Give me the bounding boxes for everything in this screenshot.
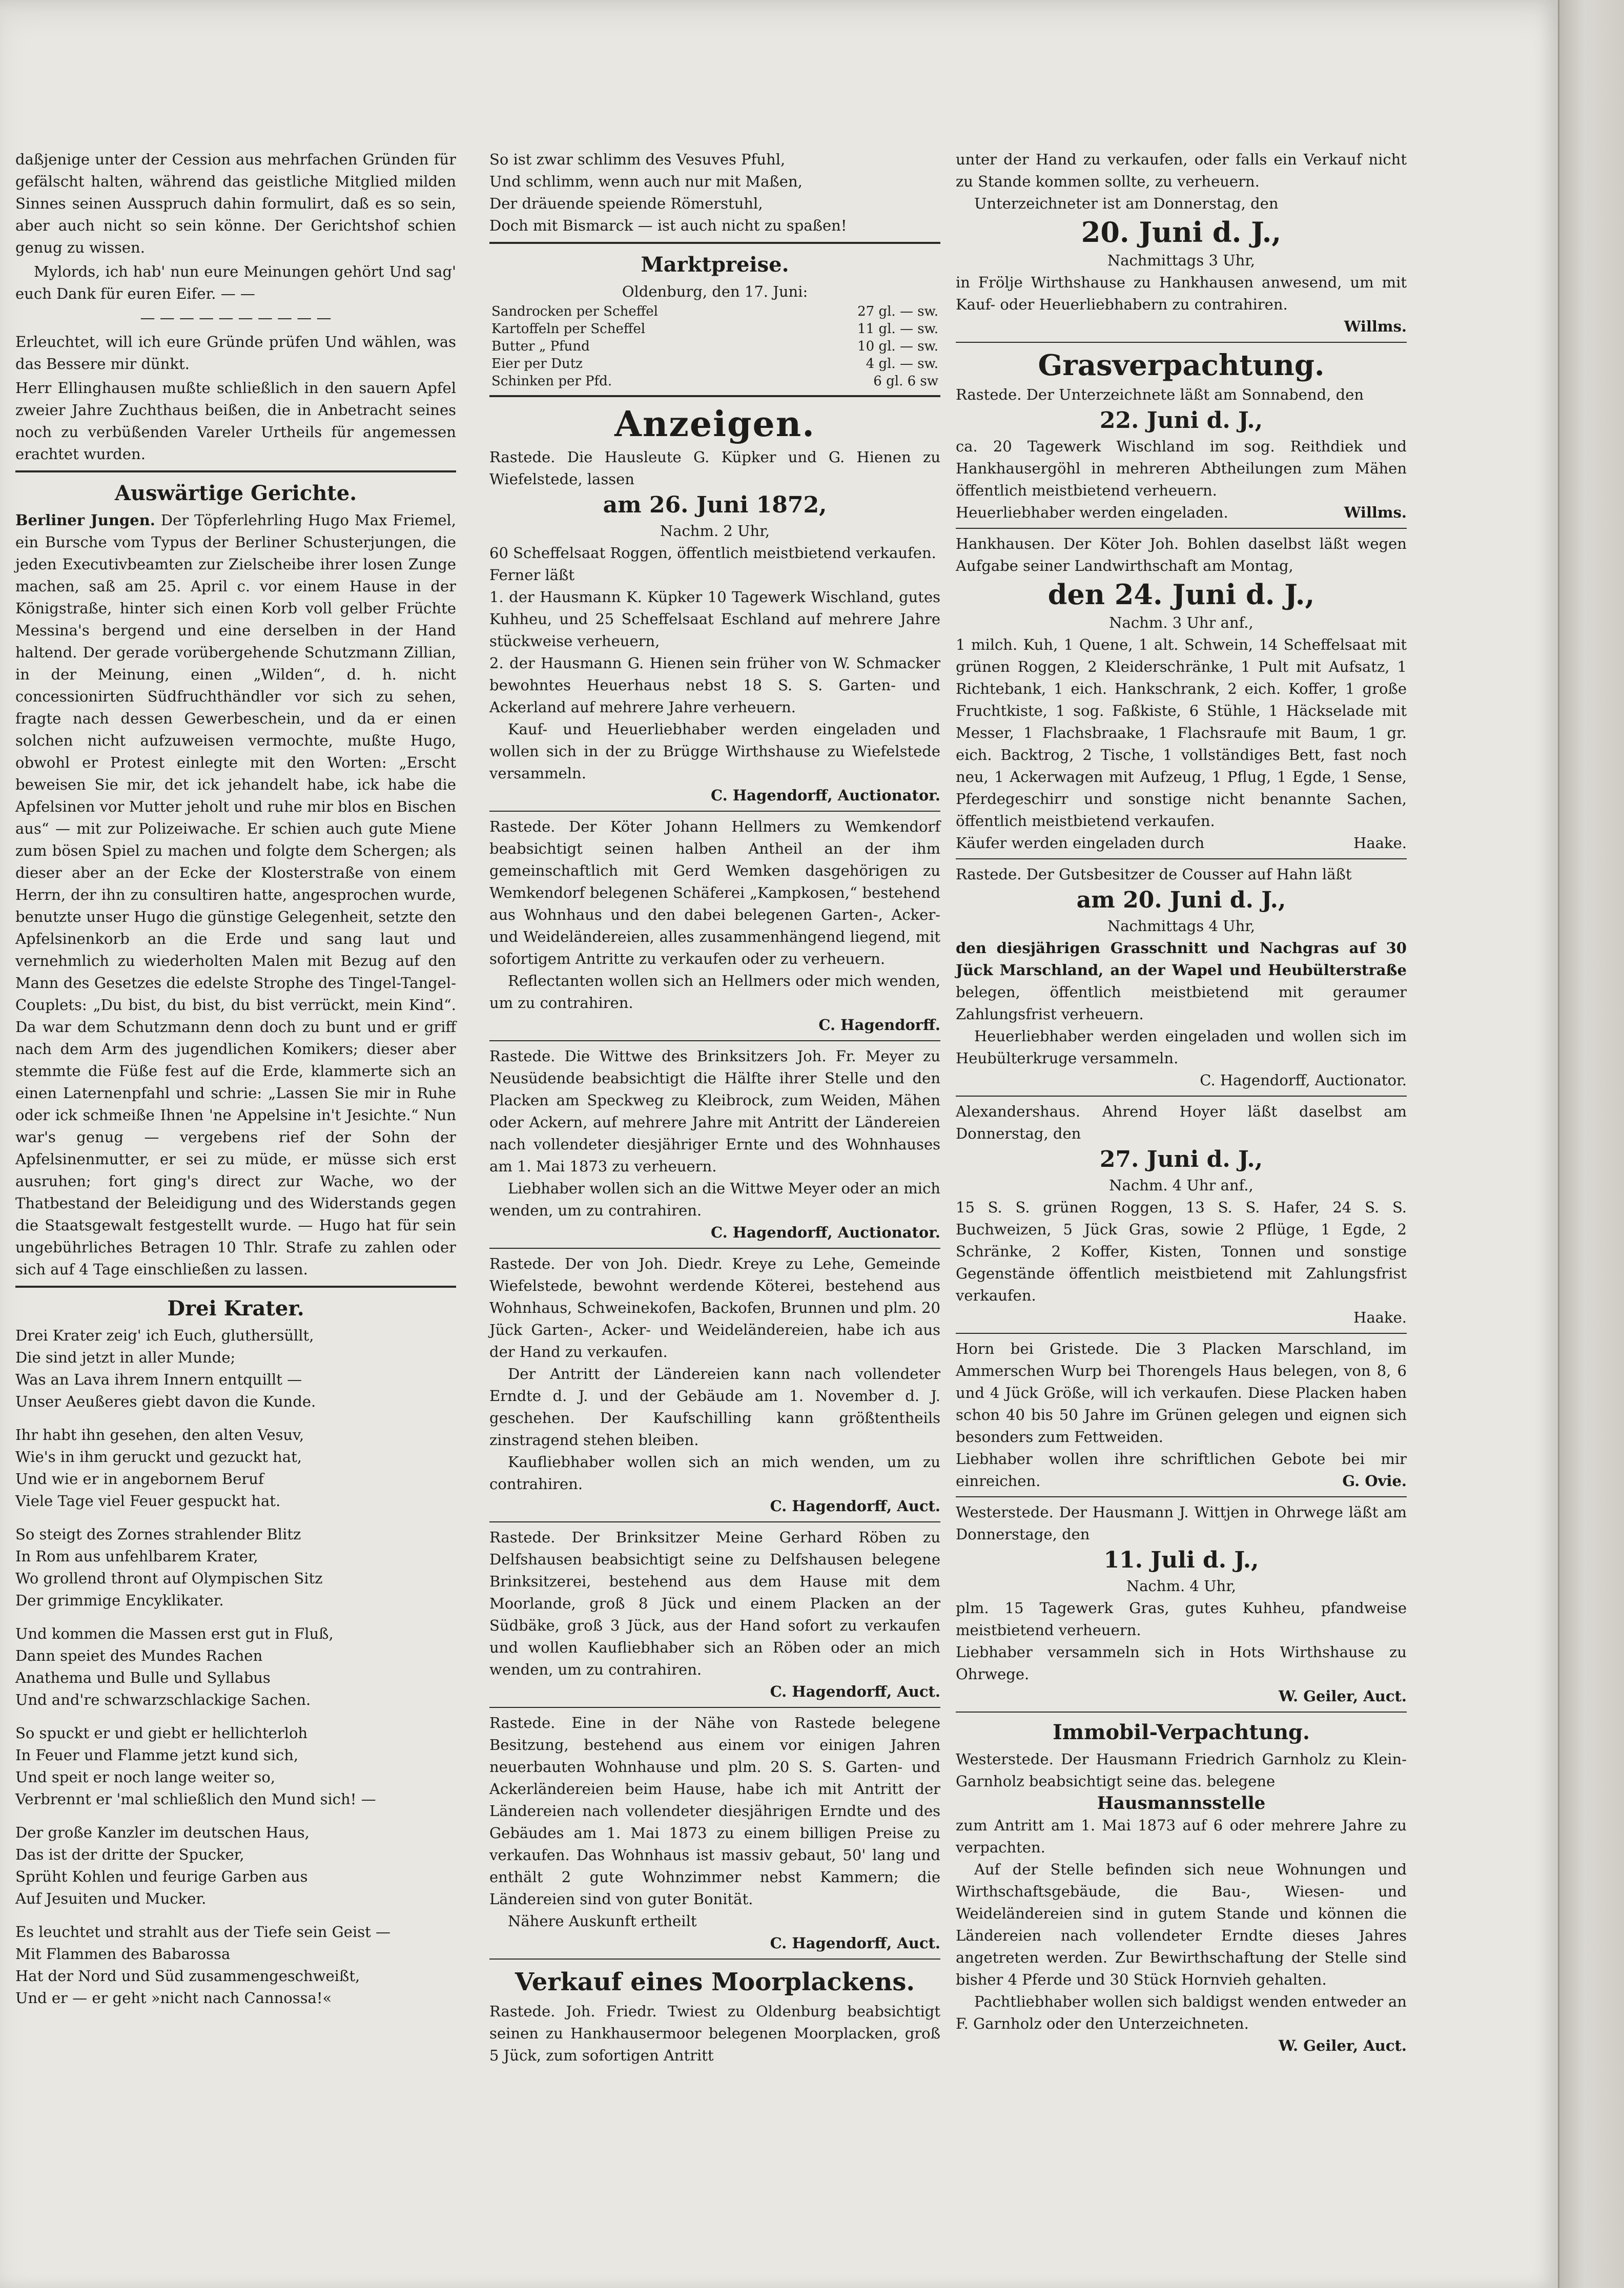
price-row	[489, 373, 940, 390]
ad-text: in Frölje Wirthshause zu Hankhausen anwesend, um mit Kauf- oder Heuerliebhabern zu contrahiren.	[956, 274, 1407, 313]
ad-text: Rastede. Der Gutsbesitzer de Cousser auf Hahn läßt	[956, 865, 1352, 883]
ad-text: Rastede. Der Brinksitzer Meine Gerhard Röben zu Delfshausen beabsichtigt seine zu Delfshausen belegene Brinksitzerei, bestehend aus dem Hause mit dem Moorlande, groß 8 Jück und einem Placken an der Südbäke, groß 3 Jück, aus der Hand sofort zu verkaufen und wollen Kaufliebhaber sich an Röben oder an mich wenden, um zu contrahiren.	[489, 1529, 940, 1678]
intro-dashes: — — — — — — — — — —	[140, 309, 332, 326]
poem-line: Unser Aeußeres giebt davon die Kunde.	[15, 1393, 316, 1410]
ad-time: Nachmittags 3 Uhr,	[1107, 252, 1256, 269]
ad-signature: C. Hagendorff, Auctionator.	[1200, 1071, 1407, 1089]
ad-text: Alexandershaus. Ahrend Hoyer läßt daselbst am Donnerstag, den	[956, 1103, 1407, 1142]
poem-line: Und speit er noch lange weiter so,	[15, 1768, 276, 1786]
poem-line: Doch mit Bismarck — ist auch nicht zu spaßen!	[489, 217, 847, 234]
price-item: Butter „ Pfund	[491, 339, 590, 354]
poem-line: Mit Flammen des Babarossa	[15, 1945, 231, 1963]
ad-text: Kauf- und Heuerliebhaber werden eingeladen und wollen sich in der zu Brügge Wirthshause zu Wiefelstede versammeln.	[489, 720, 940, 782]
ad-date: 22. Juni d. J.,	[1099, 407, 1263, 434]
poem-line: Verbrennt er 'mal schließlich den Mund sich! —	[15, 1790, 376, 1808]
poem-line: Der grimmige Encyklikater.	[15, 1592, 224, 1609]
ad-signature: C. Hagendorff.	[818, 1016, 940, 1034]
ad-text: Rastede. Der Unterzeichnete läßt am Sonnabend, den	[956, 386, 1364, 403]
ad-text: Liebhaber wollen sich an die Wittwe Meyer oder an mich wenden, um zu contrahiren.	[489, 1180, 940, 1219]
ad-text: Reflectanten wollen sich an Hellmers oder mich wenden, um zu contrahiren.	[489, 972, 940, 1012]
divider	[489, 811, 940, 812]
ad-text: Kaufliebhaber wollen sich an mich wenden, um zu contrahiren.	[489, 1453, 940, 1493]
ad-meyer	[489, 1045, 940, 1244]
ad-signature: C. Hagendorff, Auct.	[770, 1497, 940, 1515]
poem-line: Sprüht Kohlen und feurige Garben aus	[15, 1868, 308, 1885]
divider	[489, 242, 940, 244]
ad-emphasis: den diesjährigen Grasschnitt und Nachgras auf 30 Jück Marschland, an der Wapel und Heubülterstraße	[956, 939, 1407, 979]
ad-text: unter der Hand zu verkaufen, oder falls ein Verkauf nicht zu Stande kommen sollte, zu verheuern.	[956, 151, 1407, 190]
ad-text: Ferner läßt	[489, 566, 575, 584]
ad-text: 60 Scheffelsaat Roggen, öffentlich meistbietend verkaufen.	[489, 544, 936, 562]
divider	[956, 1333, 1407, 1334]
ad-signature: G. Ovie.	[1342, 1472, 1407, 1490]
ad-body: belegen, öffentlich meistbietend mit geraumer Zahlungsfrist verheuern.	[956, 983, 1407, 1023]
adjacent-page-edge	[1559, 0, 1624, 2288]
price-row	[489, 355, 940, 373]
poem-line: Wie's in ihm geruckt und gezuckt hat,	[15, 1448, 302, 1466]
ad-date: 27. Juni d. J.,	[1099, 1146, 1263, 1172]
ad-hellmers	[489, 816, 940, 1036]
divider	[489, 1040, 940, 1041]
section-heading-immobil: Immobil-Verpachtung.	[1053, 1720, 1310, 1744]
intro-paragraph-2: Herr Ellinghausen mußte schließlich in den sauern Apfel zweier Jahre Zuchthaus beißen, die in Anbetracht seines noch zu verbüßenden Vareler Urtheils für angemessen erachtet wurden.	[15, 379, 456, 463]
ad-subheading: Hausmannsstelle	[1097, 1793, 1266, 1813]
article-lead: Berliner Jungen.	[15, 511, 155, 529]
price-row	[489, 338, 940, 355]
ad-roeben	[489, 1527, 940, 1703]
column-3	[956, 149, 1407, 2057]
ad-time: Nachm. 4 Uhr anf.,	[1109, 1177, 1253, 1194]
marktpreise-date: Oldenburg, den 17. Juni:	[622, 283, 808, 300]
divider	[15, 470, 456, 472]
ad-signature: C. Hagendorff, Auctionator.	[711, 1224, 940, 1241]
ad-text: Rastede. Der von Joh. Diedr. Kreye zu Lehe, Gemeinde Wiefelstede, bewohnt werdende Köterei, bestehend aus Wohnhaus, Schweinekofen, Backofen, Brunnen und plm. 20 Jück Garten-, Acker- und Weideländereien, habe ich aus der Hand zu verkaufen.	[489, 1255, 940, 1361]
price-row	[489, 320, 940, 338]
ad-signature: W. Geiler, Auct.	[1278, 2037, 1407, 2054]
ad-kuepker-hienen	[489, 446, 940, 807]
section-heading-gerichte: Auswärtige Gerichte.	[114, 481, 357, 505]
section-heading-marktpreise: Marktpreise.	[641, 253, 789, 277]
poem-line: In Rom aus unfehlbarem Krater,	[15, 1548, 258, 1565]
ad-date: 11. Juli d. J.,	[1103, 1547, 1259, 1573]
ad-time: Nachm. 2 Uhr,	[660, 522, 770, 540]
column-2	[489, 149, 940, 2067]
ad-signature: Willms.	[1344, 504, 1407, 521]
poem-line: Der dräuende speiende Römerstuhl,	[489, 195, 763, 212]
price-value: 11 gl. — sw.	[857, 321, 938, 337]
price-item: Eier per Dutz	[491, 356, 583, 372]
divider	[956, 342, 1407, 343]
article-text: Der Töpferlehrling Hugo Max Friemel, ein Bursche vom Typus der Berliner Schusterjungen, die jeden Executivbeamten zur Zielscheibe ihrer losen Zunge machen, saß am 25. April c. vor einem Hause in der Königstraße, hinter sich einen Korb voll gelber Früchte Messina's bergend und eine derselben in der Hand haltend. Der gerade vorübergehende Schutzmann Zillian, in der Meinung, einen „Wilden“, d. h. nicht concessionirten Südfruchthändler vor sich zu sehen, fragte nach dessen Gewerbeschein, und da er einen solchen nicht aufzuweisen vermochte, mußte Hugo, obwohl er Protest einlegte mit den Worten: „Erscht beweisen Sie mir, det ick jehandelt habe, ick habe die Apfelsinen vor Mutter jeholt und ruhe mir blos en Bischen aus“ — mit zur Polizeiwache. Er schien auch gute Miene zum bösen Spiel zu machen und folgte dem Schergen; als dieser aber an der Ecke der Klosterstraße von einem Herrn, der ihn zu consultiren hatte, angesprochen wurde, benutzte unser Hugo die günstige Gelegenheit, setzte den Apfelsinenkorb an die Erde und sang laut und vernehmlich zu wiederholten Malen mit Bezug auf den Mann des Gesetzes die edelste Strophe des Tingel-Tangel-Couplets: „Du bist, du bist, du bist verrückt, mein Kind“. Da war dem Schutzmann denn doch zu bunt und er griff nach dem Arm des jugendlichen Komikers; dieser aber stemmte die Füße fest auf die Erde, klammerte sich an einen Laternenpfahl und schrie: „Lassen Sie mir in Ruhe oder ick schmeiße Ihnen 'ne Appelsine in't Jesichte.“ Nun war's genug — vergebens rief der Sohn der Apfelsinenmutter, er sei zu müde, er müsse sich erst ausruhen; fort ging's direct zur Wache, wo der Thatbestand der Beleidigung und des Widerstands gegen die Staatsgewalt festgestellt wurde. — Hugo hat für sein ungebührliches Betragen 10 Thlr. Strafe zu zahlen oder sich auf 4 Tage einschließen zu lassen.	[15, 511, 456, 1278]
price-item: Schinken per Pfd.	[491, 374, 612, 389]
poem-line: Es leuchtet und strahlt aus der Tiefe sein Geist —	[15, 1923, 390, 1941]
poem-line: Anathema und Bulle und Syllabus	[15, 1669, 271, 1686]
ad-besitzung	[489, 1712, 940, 1954]
ad-signature: Haake.	[1353, 1309, 1407, 1326]
price-item: Sandrocken per Scheffel	[491, 304, 658, 319]
poem-line: Die sind jetzt in aller Munde;	[15, 1349, 236, 1366]
poem-line: Dann speiet des Mundes Rachen	[15, 1647, 263, 1664]
intro-paragraph-1: daßjenige unter der Cession aus mehrfachen Gründen für gefälscht halten, während das geistliche Mitglied milden Sinnes seinen Ausspruch dahin formulirt, daß es so sein, aber auch nicht so sein könne. Der Gerichtshof schien genug zu wissen.	[15, 151, 456, 256]
ad-close: Liebhaber wollen ihre schriftlichen Gebote bei mir einreichen.	[956, 1450, 1407, 1490]
ad-text	[956, 937, 1407, 1025]
ad-text: Westerstede. Der Hausmann J. Wittjen in Ohrwege läßt am Donnerstage, den	[956, 1503, 1407, 1543]
ad-text: Liebhaber versammeln sich in Hots Wirthshause zu Ohrwege.	[956, 1643, 1407, 1683]
poem-line: In Feuer und Flamme jetzt kund sich,	[15, 1746, 299, 1764]
ad-text: Westerstede. Der Hausmann Friedrich Garnholz zu Klein-Garnholz beabsichtigt seine das. belegene	[956, 1750, 1407, 1790]
ad-signature: Haake.	[1353, 834, 1407, 852]
ad-text: 15 S. S. grünen Roggen, 13 S. S. Hafer, 24 S. S. Buchweizen, 5 Jück Gras, sowie 2 Pflüge, 1 Egde, 2 Schränke, 2 Koffer, Kisten, Tonnen und sonstige Gegenstände öffentlich meistbietend mit Zahlungsfrist verkaufen.	[956, 1199, 1407, 1304]
poem-stanza	[15, 1623, 456, 1711]
price-value: 6 gl. 6 sw	[873, 374, 938, 389]
ad-text: Rastede. Eine in der Nähe von Rastede belegene Besitzung, bestehend aus einem vor einigen Jahren neuerbauten Wohnhause und plm. 20 S. S. Garten- und Ackerländereien beim Hause, habe ich mit Antritt der Ländereien nach vollendeter diesjährigen Erndte und des Gebäudes am 1. Mai 1873 zu einem billigen Preise zu verkaufen. Das Wohnhaus ist massiv gebaut, 50' lang und enthält 2 gute Wohnzimmer nebst Kammern; die Ländereien sind von guter Bonität.	[489, 1714, 940, 1908]
poem-line: Ihr habt ihn gesehen, den alten Vesuv,	[15, 1426, 304, 1444]
price-table	[489, 303, 940, 390]
ad-signature: W. Geiler, Auct.	[1278, 1687, 1407, 1705]
ad-date: am 20. Juni d. J.,	[1076, 887, 1286, 913]
divider	[489, 1959, 940, 1960]
divider	[489, 395, 940, 397]
divider	[956, 528, 1407, 529]
ad-text: Rastede. Die Hausleute G. Küpker und G. Hienen zu Wiefelstede, lassen	[489, 448, 940, 488]
price-value: 4 gl. — sw.	[866, 356, 938, 372]
price-value: 10 gl. — sw.	[857, 339, 938, 354]
ad-text: 1. der Hausmann K. Küpker 10 Tagewerk Wischland, gutes Kuhheu, und 25 Scheffelsaat Eschland auf mehrere Jahre stückweise verheuern,	[489, 588, 940, 650]
poem-line: Was an Lava ihrem Innern entquillt —	[15, 1371, 302, 1388]
divider	[956, 1096, 1407, 1097]
ad-time: Nachm. 3 Uhr anf.,	[1109, 614, 1253, 631]
ad-text: Hankhausen. Der Köter Joh. Bohlen daselbst läßt wegen Aufgabe seiner Landwirthschaft am Montag,	[956, 535, 1407, 574]
column-1	[15, 149, 456, 2021]
poem-line: Wo grollend thront auf Olympischen Sitz	[15, 1570, 323, 1587]
ad-text: Horn bei Gristede. Die 3 Placken Marschland, im Ammerschen Wurp bei Thorengels Haus belegen, von 8, 6 und 4 Jück Größe, will ich verkaufen. Diese Placken haben schon 40 bis 50 Jahre im Grünen gelegen und eignen sich besonders zum Fettweiden.	[956, 1340, 1407, 1446]
price-row	[489, 303, 940, 320]
ad-text: Pachtliebhaber wollen sich baldigst wenden entweder an F. Garnholz oder den Unterzeichneten.	[956, 1993, 1407, 2032]
section-heading-grasverpachtung: Grasverpachtung.	[1038, 348, 1325, 382]
poem-stanza	[15, 1722, 456, 1810]
ad-text: 2. der Hausmann G. Hienen sein früher von W. Schmacker bewohntes Heuerhaus nebst 18 S. S. Garten- und Ackerland auf mehrere Jahre verheuern.	[489, 654, 940, 716]
ad-signature: C. Hagendorff, Auct.	[770, 1934, 940, 1952]
divider	[489, 1707, 940, 1708]
ad-text: ca. 20 Tagewerk Wischland im sog. Reithdiek und Hankhausergöhl in mehreren Abtheilungen zum Mähen öffentlich meistbietend verheuern.	[956, 438, 1407, 499]
poem-stanza	[15, 1523, 456, 1612]
ad-text: Der Antritt der Ländereien kann nach vollendeter Erndte d. J. und der Gebäude am 1. November d. J. geschehen. Der Kaufschilling kann größtentheils zinstragend stehen bleiben.	[489, 1365, 940, 1449]
ad-text: Auf der Stelle befinden sich neue Wohnungen und Wirthschaftsgebäude, die Bau-, Wiesen- und Weideländereien sind in gutem Stande und können die Ländereien nach vollendeter Erndte dieses Jahres angetreten werden. Zur Bewirthschaftung der Stelle sind bisher 4 Pferde und 30 Stück Hornvieh gehalten.	[956, 1861, 1407, 1988]
ad-signature: C. Hagendorff, Auctionator.	[711, 787, 940, 804]
ad-text: Nähere Auskunft ertheilt	[508, 1912, 697, 1930]
ad-text: Heuerliebhaber werden eingeladen und wollen sich im Heubülterkruge versammeln.	[956, 1027, 1407, 1067]
poem-stanza	[15, 1921, 456, 2009]
divider	[956, 858, 1407, 859]
poem-line: So ist zwar schlimm des Vesuves Pfuhl,	[489, 151, 786, 168]
ad-kreye	[489, 1253, 940, 1517]
poem	[15, 1325, 456, 2009]
poem-line: Und and're schwarzschlackige Sachen.	[15, 1691, 311, 1708]
ad-text	[956, 502, 1407, 524]
section-heading-moorplacken: Verkauf eines Moorplackens.	[515, 1968, 915, 1996]
divider	[489, 1248, 940, 1249]
ad-text	[956, 832, 1407, 854]
price-item: Kartoffeln per Scheffel	[491, 321, 646, 337]
section-heading-anzeigen: Anzeigen.	[614, 404, 815, 445]
ad-text: zum Antritt am 1. Mai 1873 auf 6 oder mehrere Jahre zu verpachten.	[956, 1817, 1407, 1856]
ad-text: Rastede. Der Köter Johann Hellmers zu Wemkendorf beabsichtigt seinen halben Antheil an der ihm gemeinschaftlich mit Gerd Wemken dasgehörigen zu Wemkendorf belegenen Schäferei „Kampkosen,“ bestehend aus Wohnhaus und den dabei belegenen Garten-, Acker- und Weideländereien, alles zusammenhängend liegend, mit sofortigem Antritte zu verkaufen oder zu verheuern.	[489, 818, 940, 967]
ad-date: 20. Juni d. J.,	[1081, 216, 1282, 249]
ad-date: am 26. Juni 1872,	[603, 492, 827, 518]
poem-line: So steigt des Zornes strahlender Blitz	[15, 1526, 301, 1543]
poem-stanza	[15, 1325, 456, 1413]
divider	[489, 1521, 940, 1522]
ad-close: Käufer werden eingeladen durch	[956, 834, 1205, 852]
ad-close: Heuerliebhaber werden eingeladen.	[956, 504, 1228, 521]
article-berliner	[15, 509, 456, 1281]
poem-line: Der große Kanzler im deutschen Haus,	[15, 1824, 310, 1841]
poem-line: Viele Tage viel Feuer gespuckt hat.	[15, 1492, 281, 1510]
poem-line: Und er — er geht »nicht nach Cannossa!«	[15, 1989, 332, 2007]
ad-text	[956, 1448, 1407, 1492]
poem-end	[489, 149, 940, 237]
section-heading-krater: Drei Krater.	[167, 1296, 304, 1321]
poem-line: Und wie er in angebornem Beruf	[15, 1470, 264, 1488]
ad-text: plm. 15 Tagewerk Gras, gutes Kuhheu, pfandweise meistbietend verheuern.	[956, 1599, 1407, 1639]
ad-text: Rastede. Die Wittwe des Brinksitzers Joh. Fr. Meyer zu Neusüdende beabsichtigt die Hälfte ihrer Stelle und den Placken am Speckweg zu Kleibrock, zum Weiden, Mähen oder Ackern, auf mehrere Jahre mit Antritt der Ländereien nach vollendeter diesjähriger Ernte und des Wohnhauses am 1. Mai 1873 zu verheuern.	[489, 1047, 940, 1175]
divider	[956, 1712, 1407, 1713]
poem-line: Auf Jesuiten und Mucker.	[15, 1890, 207, 1907]
intro-quote-2: Erleuchtet, will ich eure Gründe prüfen Und wählen, was das Bessere mir dünkt.	[15, 333, 456, 373]
poem-stanza	[15, 1822, 456, 1910]
ad-text: 1 milch. Kuh, 1 Quene, 1 alt. Schwein, 14 Scheffelsaat mit grünen Roggen, 2 Kleiderschränke, 1 Pult mit Aufsatz, 1 Richtebank, 1 eich. Hankschrank, 2 eich. Koffer, 1 große Fruchtkiste, 1 sog. Faßkiste, 6 Stühle, 1 Häckselade mit Messer, 1 Flachsbraake, 1 Flachsraufe mit Baum, 1 gr. eich. Backtrog, 2 Tische, 1 vollständiges Bett, fast noch neu, 1 Ackerwagen mit Aufzeug, 1 Pflug, 1 Egde, 1 Sense, Pferdegeschirr und sonstige nicht benannte Sachen, öffentlich meistbietend verkaufen.	[956, 636, 1407, 830]
poem-stanza	[15, 1424, 456, 1512]
ad-time: Nachm. 4 Uhr,	[1126, 1577, 1237, 1595]
poem-line: Drei Krater zeig' ich Euch, gluthersüllt,	[15, 1327, 314, 1344]
poem-line: Und kommen die Massen erst gut in Fluß,	[15, 1625, 334, 1642]
ad-text: Rastede. Joh. Friedr. Twiest zu Oldenburg beabsichtigt seinen zu Hankhausermoor belegenen Moorplacken, groß 5 Jück, zum sofortigen Antritt	[489, 2003, 940, 2064]
divider	[956, 1496, 1407, 1497]
ad-signature: Willms.	[1344, 318, 1407, 335]
divider	[15, 1286, 456, 1288]
ad-date: den 24. Juni d. J.,	[1047, 578, 1315, 611]
ad-signature: C. Hagendorff, Auct.	[770, 1683, 940, 1700]
price-value: 27 gl. — sw.	[857, 304, 938, 319]
ad-text: Unterzeichneter ist am Donnerstag, den	[974, 195, 1279, 212]
poem-line: So spuckt er und giebt er hellichterloh	[15, 1724, 308, 1742]
poem-line: Das ist der dritte der Spucker,	[15, 1846, 244, 1863]
intro-quote-1: Mylords, ich hab' nun eure Meinungen gehört Und sag' euch Dank für euren Eifer. — —	[15, 263, 456, 302]
poem-line: Und schlimm, wenn auch nur mit Maßen,	[489, 173, 803, 190]
ad-time: Nachmittags 4 Uhr,	[1107, 917, 1256, 935]
poem-line: Hat der Nord und Süd zusammengeschweißt,	[15, 1967, 360, 1985]
